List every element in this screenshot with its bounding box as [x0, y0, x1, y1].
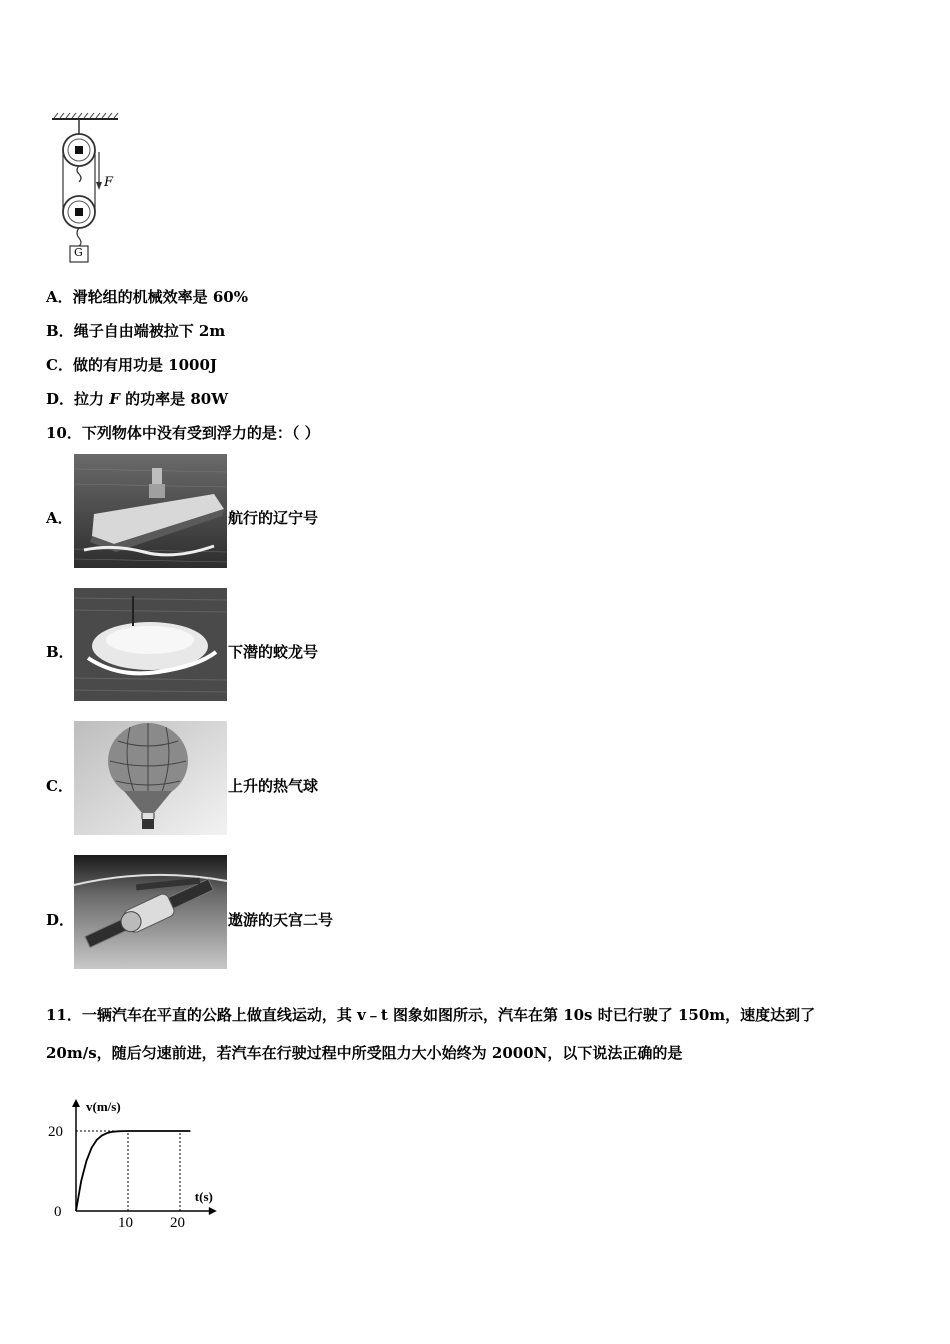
q10-stem: 10．下列物体中没有受到浮力的是：（ ） — [46, 424, 320, 442]
pulley-diagram — [46, 112, 126, 264]
vt-chart-svg — [40, 1085, 250, 1235]
q10-option-c-caption: 上升的热气球 — [228, 777, 319, 795]
y-axis-arrow — [72, 1099, 80, 1107]
x-axis-arrow — [209, 1207, 217, 1215]
vt-chart — [40, 1085, 250, 1235]
y-axis-label: v(m/s) — [86, 1099, 121, 1114]
q10-option-d-letter: D． — [46, 911, 75, 929]
option-text-pre: 拉力 — [74, 390, 110, 408]
option-text: 做的有用功是 1000J — [72, 356, 218, 374]
weight-label: G — [74, 246, 83, 259]
q10-option-a-caption: 航行的辽宁号 — [228, 509, 319, 527]
x-tick-label: 10 — [118, 1215, 133, 1231]
balloon-photo — [74, 721, 227, 835]
q9-option-d — [46, 388, 228, 409]
x-axis-label: t(s) — [194, 1189, 213, 1204]
chart-series — [76, 1131, 190, 1211]
q11-stem-line1: 11．一辆汽车在平直的公路上做直线运动，其 v﹣t 图象如图所示，汽车在第 10s 时已行驶了 150m，速度达到了 — [46, 1006, 816, 1024]
option-letter: A． — [46, 288, 73, 306]
option-letter: C． — [46, 356, 73, 374]
option-text-post: 的功率是 80W — [119, 390, 229, 408]
q10-option-b-caption: 下潜的蛟龙号 — [228, 643, 319, 661]
q9-option-a — [46, 286, 248, 307]
force-label: F — [104, 175, 114, 190]
option-text: 滑轮组的机械效率是 60% — [72, 288, 248, 306]
x-tick-label: 20 — [170, 1215, 185, 1231]
carrier-photo — [74, 454, 227, 568]
space-station-photo — [74, 855, 227, 969]
option-letter: D． — [46, 390, 75, 408]
q10-option-c-letter: C． — [46, 777, 73, 795]
q9-option-c — [46, 354, 217, 375]
q10-option-a-letter: A． — [46, 509, 73, 527]
option-text: 绳子自由端被拉下 2m — [73, 322, 226, 340]
q10-option-d-caption: 遨游的天宫二号 — [228, 911, 334, 929]
y-tick-label: 20 — [48, 1124, 63, 1140]
chart-reference-lines — [76, 1131, 180, 1211]
q9-option-b — [46, 320, 225, 341]
option-letter: B． — [46, 322, 74, 340]
q11-stem-line2: 20m/s，随后匀速前进，若汽车在行驶过程中所受阻力大小始终为 2000N，以下说法正确的是 — [46, 1044, 683, 1062]
origin-label: 0 — [54, 1204, 62, 1220]
submersible-photo — [74, 588, 227, 701]
option-var: F — [109, 390, 120, 408]
q10-option-b-letter: B． — [46, 643, 74, 661]
series-line-v — [76, 1131, 190, 1211]
pulley-figure — [46, 112, 126, 264]
